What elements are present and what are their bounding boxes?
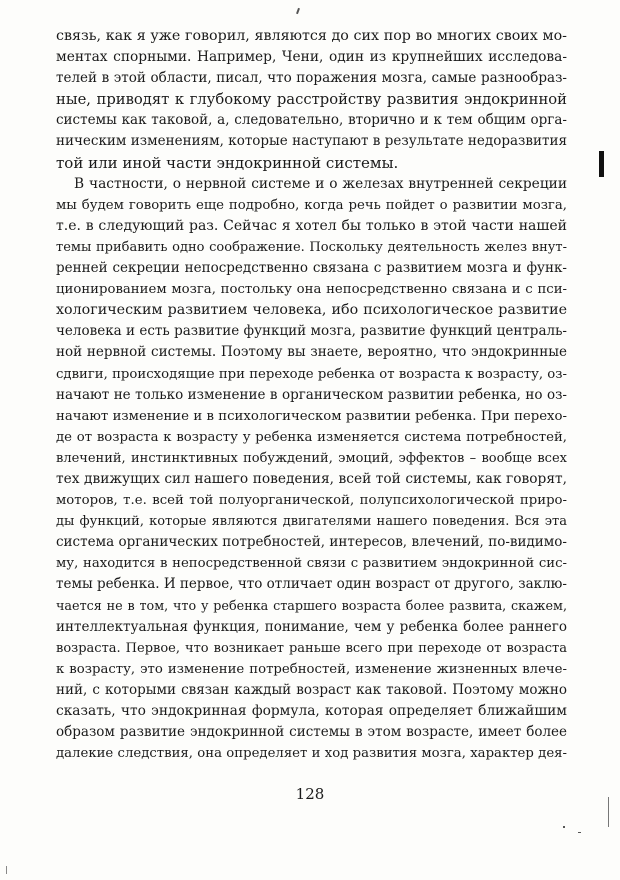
- text-line: де от возраста к возрасту у ребенка изменяется система потребностей,: [56, 429, 567, 445]
- text-line: далекие следствия, она определяет и ход развития мозга, характер дея-: [56, 746, 567, 762]
- text-line: влечений, инстинктивных побуждений, эмоций, эффектов – вообще всех: [56, 450, 567, 466]
- text-line: ды функций, которые являются двигателями нашего поведения. Вся эта: [56, 514, 567, 530]
- text-line: сдвиги, происходящие при переходе ребенка от возраста к возрасту, оз-: [56, 366, 567, 382]
- scan-speck: [563, 826, 565, 828]
- text-line: системы как таковой, а, следовательно, вторично и к тем общим орга-: [56, 112, 567, 129]
- text-line: к возрасту, это изменение потребностей, изменение жизненных влече-: [56, 661, 567, 677]
- body-text: [56, 26, 567, 764]
- text-line: ренней секреции непосредственно связана с развитием мозга и функ-: [56, 260, 567, 277]
- text-line: интеллектуальная функция, понимание, чем у ребенка более раннего: [56, 618, 567, 635]
- paragraph-first-line: В частности, о нервной системе и о железах внутренней секреции: [74, 175, 567, 192]
- scan-speck: [608, 797, 609, 827]
- text-line: связь, как я уже говорил, являются до сих пор во многих своих мо-: [56, 28, 567, 44]
- text-line: ментах спорными. Например, Чени, один из крупнейших исследова-: [56, 49, 567, 66]
- text-line: ные, приводят к глубокому расстройству развития эндокринной: [56, 91, 567, 109]
- text-line: сказать, что эндокринная формула, которая определяет ближайшим: [56, 703, 567, 719]
- text-line: ний, с которыми связан каждый возраст как таковой. Поэтому можно: [56, 681, 567, 698]
- scan-speck: [296, 8, 300, 14]
- text-line: чается не в том, что у ребенка старшего возраста более развита, скажем,: [56, 598, 567, 614]
- text-line: хологическим развитием человека, ибо психологическое развитие: [56, 302, 567, 319]
- text-line: му, находится в непосредственной связи с развитием эндокринной сис-: [56, 556, 567, 572]
- text-line: телей в этой области, писал, что поражения мозга, самые разнообраз-: [56, 70, 567, 87]
- text-line: ной нервной системы. Поэтому вы знаете, вероятно, что эндокринные: [56, 344, 567, 361]
- text-line: т.е. в следующий раз. Сейчас я хотел бы только в этой части нашей: [56, 217, 567, 234]
- text-line: темы ребенка. И первое, что отличает один возраст от другого, заклю-: [56, 576, 567, 593]
- text-line: система органических потребностей, интересов, влечений, по-видимо-: [56, 534, 567, 551]
- scan-speck: [578, 832, 581, 833]
- text-line: возраста. Первое, что возникает раньше всего при переходе от возраста: [56, 640, 567, 656]
- text-line: темы прибавить одно соображение. Поскольку деятельность желез внут-: [56, 239, 567, 255]
- margin-mark: [599, 151, 604, 177]
- text-line: моторов, т.е. всей той полуорганической, полупсихологической приро-: [56, 493, 567, 509]
- text-line: человека и есть развитие функций мозга, развитие функций централь-: [56, 323, 567, 340]
- text-line: ническим изменениям, которые наступают в результате недоразвития: [56, 133, 567, 150]
- text-line: тех движущих сил нашего поведения, всей той системы, как говорят,: [56, 470, 567, 487]
- scan-speck: [6, 866, 7, 874]
- text-line: той или иной части эндокринной системы.: [56, 153, 399, 172]
- text-line: начают не только изменение в органическом развитии ребенка, но оз-: [56, 386, 567, 403]
- text-line: начают изменение и в психологическом развитии ребенка. При перехо-: [56, 408, 567, 424]
- text-line: мы будем говорить еще подробно, когда речь пойдет о развитии мозга,: [56, 197, 567, 213]
- page-number: 128: [295, 785, 325, 803]
- text-line: образом развитие эндокринной системы в этом возрасте, имеет более: [56, 724, 567, 741]
- text-line: ционированием мозга, постольку она непосредственно связана и с пси-: [56, 282, 567, 298]
